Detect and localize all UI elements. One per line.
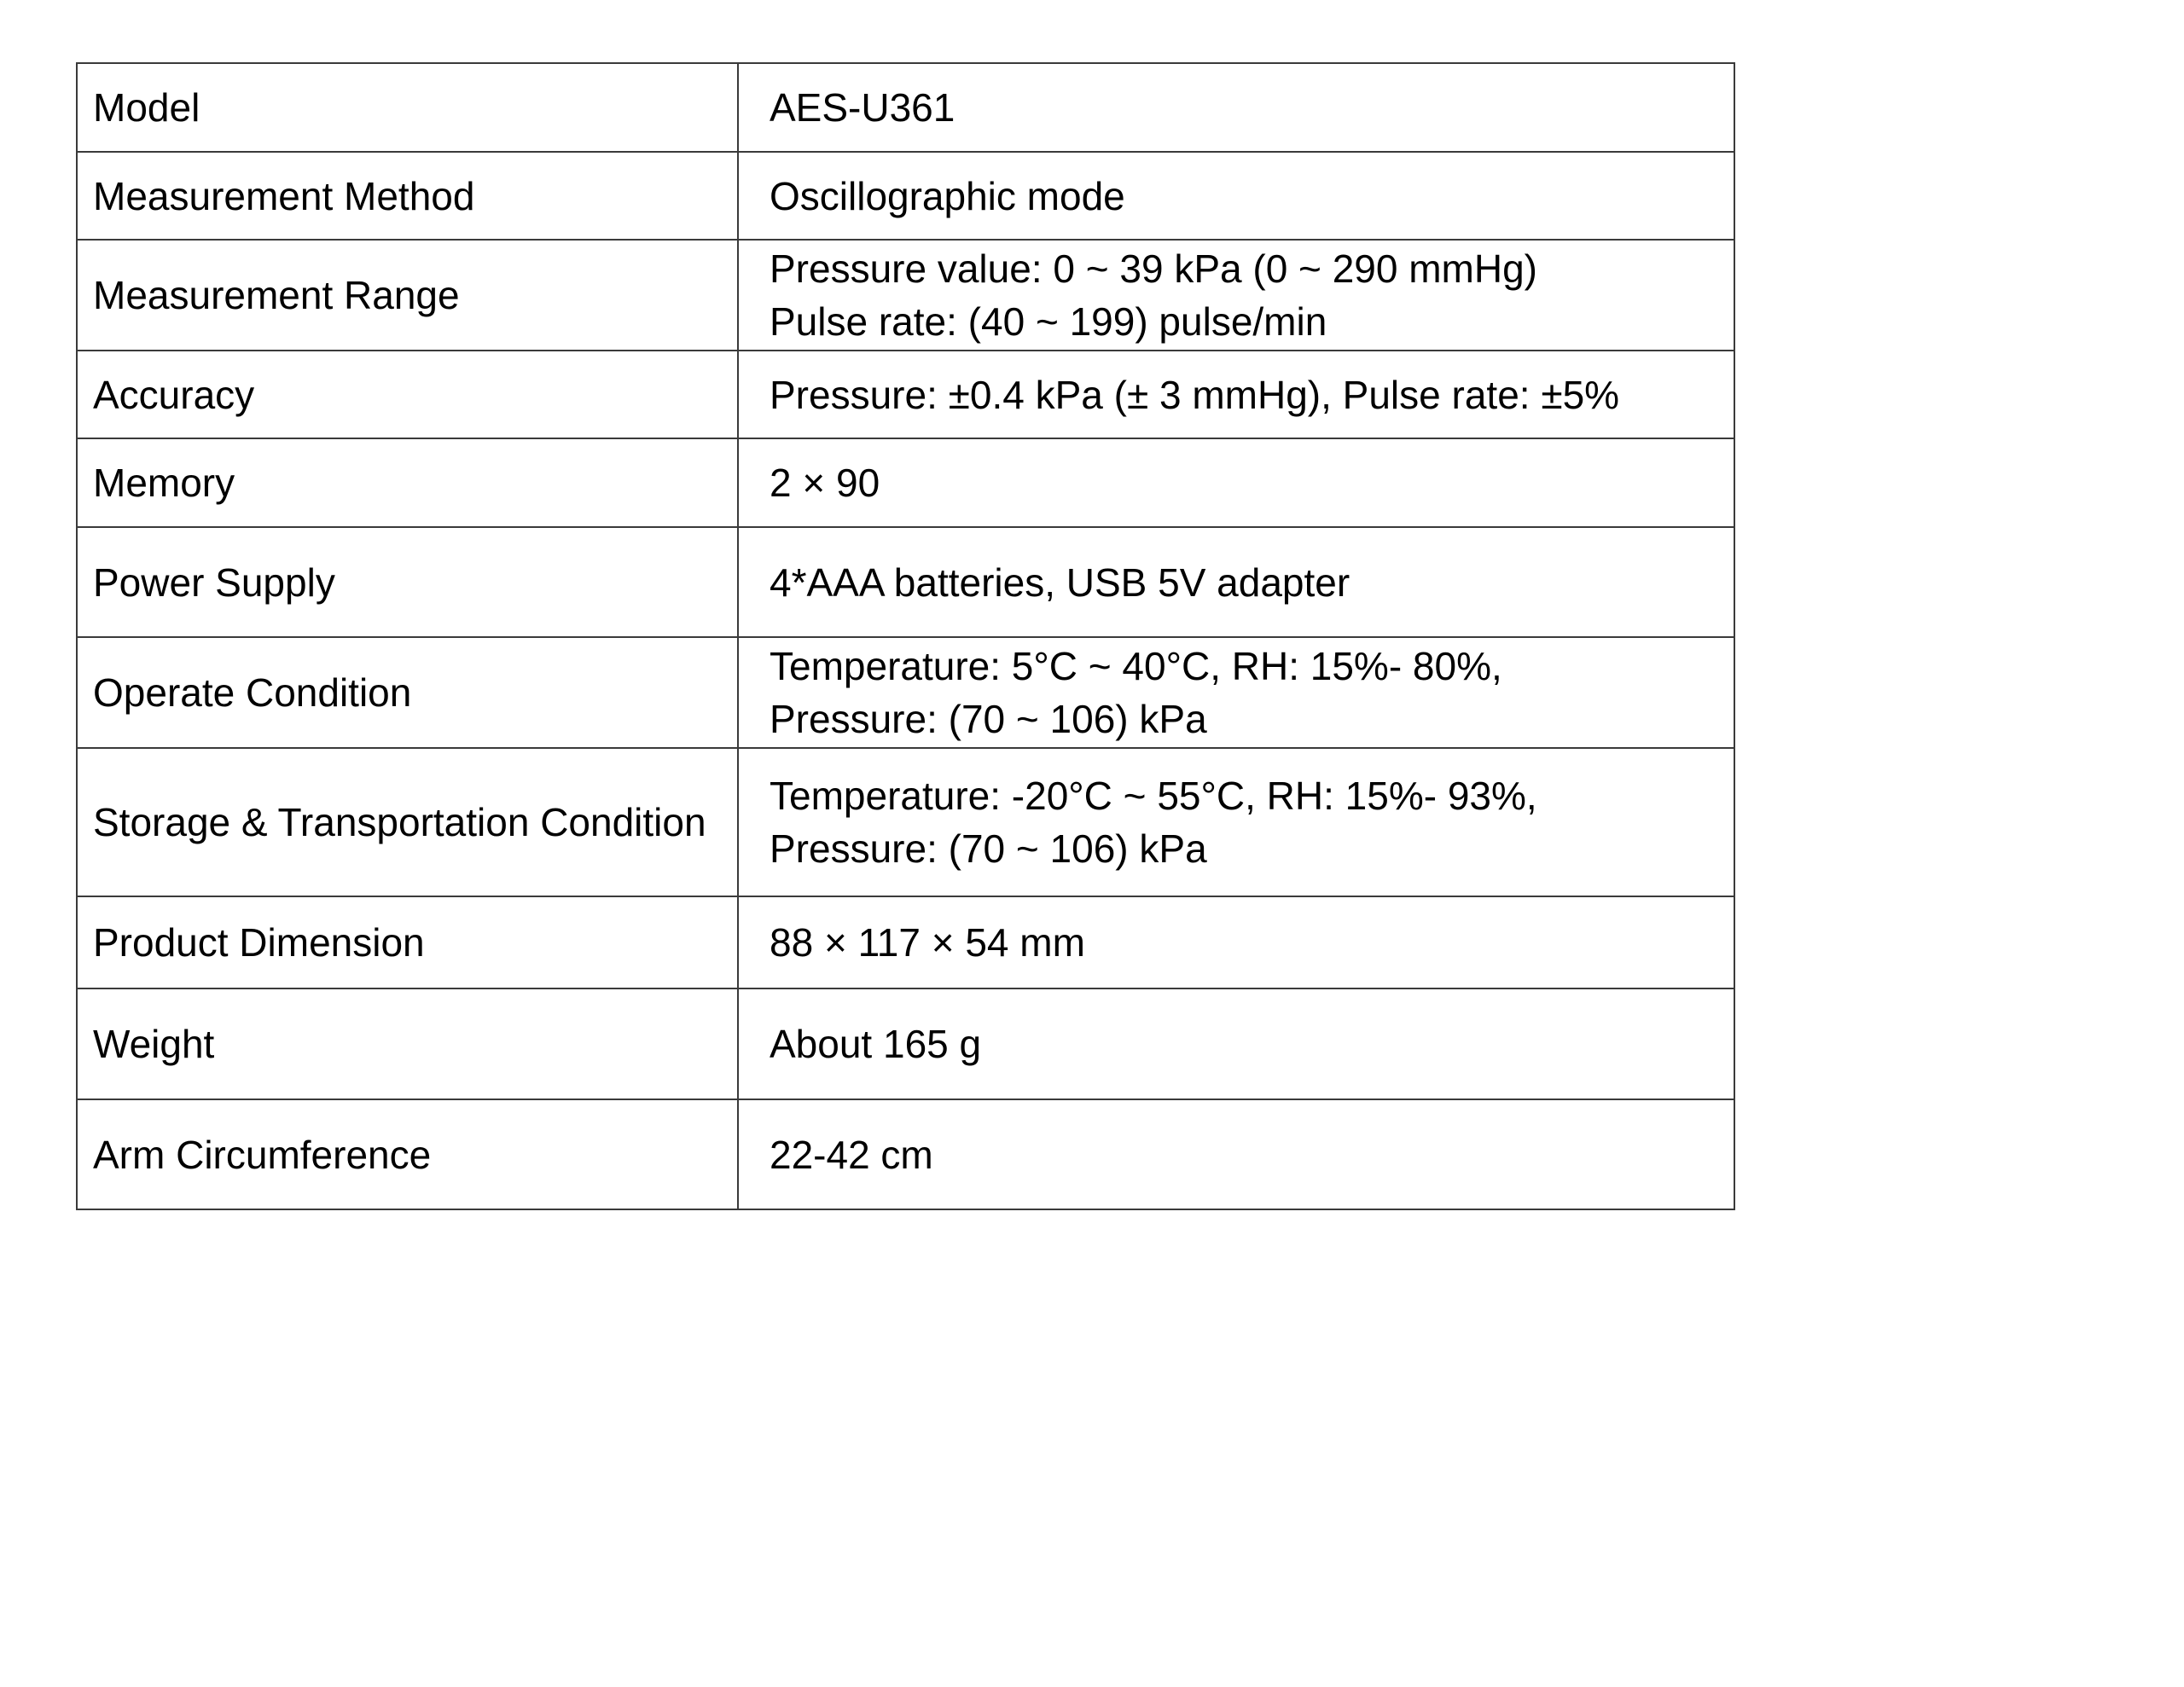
row-value: [738, 351, 1734, 438]
row-label: Product Dimension: [77, 896, 738, 988]
value-line: AES-U361: [770, 85, 956, 130]
row-label: Measurement Method: [77, 152, 738, 240]
table-row-weight: [77, 988, 1734, 1099]
table-row-memory: [77, 438, 1734, 527]
row-label: Model: [77, 63, 738, 152]
row-label: Storage & Transportation Condition: [77, 748, 738, 896]
table-row-model: [77, 63, 1734, 152]
table-row-power-supply: [77, 527, 1734, 637]
table-row-measurement-range: [77, 240, 1734, 351]
row-value: [738, 896, 1734, 988]
row-value: [738, 637, 1734, 748]
value-line: Pressure: (70 ~ 106) kPa: [770, 697, 1207, 741]
value-line: 4*AAA batteries, USB 5V adapter: [770, 559, 1350, 605]
row-label: Memory: [77, 438, 738, 527]
table-row-accuracy: [77, 351, 1734, 438]
value-line: About 165 g: [770, 1022, 982, 1066]
row-value: [738, 527, 1734, 637]
table-row-operate-condition: [77, 637, 1734, 748]
value-line: Temperature: 5°C ~ 40°C, RH: 15%- 80%,: [770, 644, 1502, 688]
value-line: Temperature: -20°C ~ 55°C, RH: 15%- 93%,: [770, 774, 1537, 818]
row-label: Arm Circumference: [77, 1099, 738, 1209]
row-label: Accuracy: [77, 351, 738, 438]
value-line: Oscillographic mode: [770, 173, 1125, 218]
row-label: Weight: [77, 988, 738, 1099]
value-line: 22-42 cm: [770, 1132, 933, 1177]
value-line: Pulse rate: (40 ~ 199) pulse/min: [770, 299, 1327, 344]
row-value: [738, 152, 1734, 240]
row-label: Measurement Range: [77, 240, 738, 351]
value-line: Pressure: (70 ~ 106) kPa: [770, 826, 1207, 871]
row-label: Operate Condition: [77, 637, 738, 748]
specifications-table: [76, 62, 1735, 1210]
row-value: [738, 63, 1734, 152]
row-label: Power Supply: [77, 527, 738, 637]
row-value: [738, 988, 1734, 1099]
value-line: 88 × 117 × 54 mm: [770, 920, 1085, 965]
row-value: [738, 240, 1734, 351]
row-value: [738, 438, 1734, 527]
row-value: [738, 748, 1734, 896]
table-row-arm-circumference: [77, 1099, 1734, 1209]
table-row-product-dimension: [77, 896, 1734, 988]
value-line: Pressure value: 0 ~ 39 kPa (0 ~ 290 mmHg): [770, 246, 1537, 291]
value-line: Pressure: ±0.4 kPa (± 3 mmHg), Pulse rate: ±5%: [770, 372, 1620, 417]
table-row-storage-transportation-condition: [77, 748, 1734, 896]
row-value: [738, 1099, 1734, 1209]
value-line: 2 × 90: [770, 461, 880, 505]
table-row-measurement-method: [77, 152, 1734, 240]
